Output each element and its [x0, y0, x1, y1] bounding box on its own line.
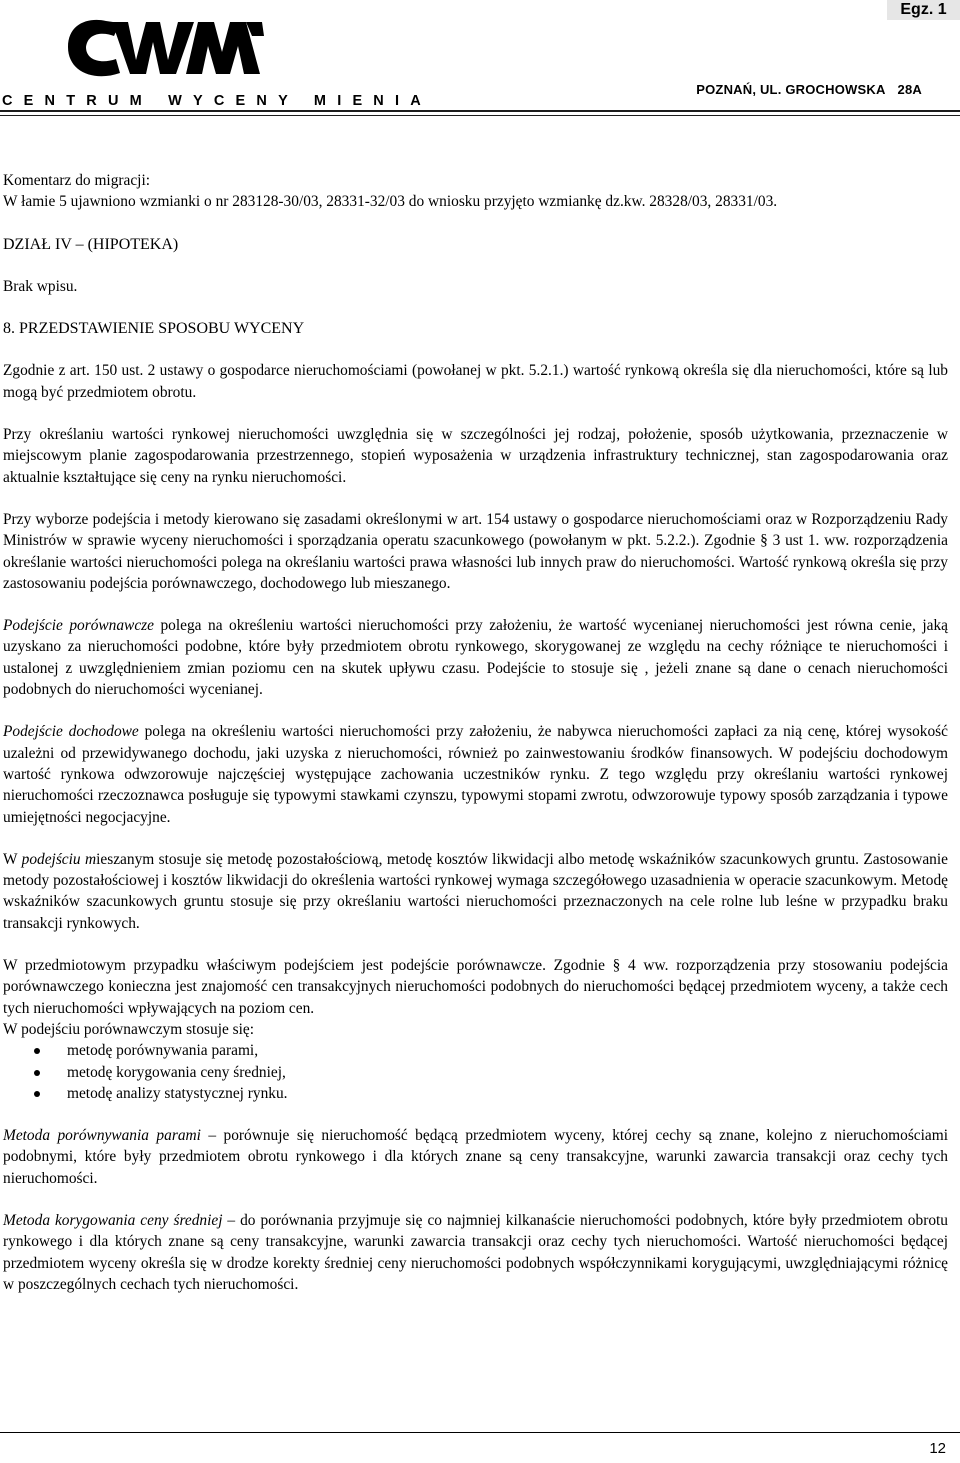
- average-method-term: Metoda korygowania ceny średniej: [3, 1211, 223, 1229]
- paragraph-pairs-method: [3, 1125, 948, 1189]
- page-number: 12: [929, 1440, 946, 1457]
- header-rule-thin: [0, 115, 960, 116]
- company-address: [696, 82, 922, 97]
- comparative-approach-term: Podejście porównawcze: [3, 617, 154, 635]
- mixed-approach-text: ieszanym stosuje się metodę pozostałościową, metodę kosztów likwidacji albo metodę wskaźników szacunkowych gruntu. Zastosowanie metody pozostałościowej i kosztów likwidacji do określenia wartości rynkowej wymaga szczegółowego uzasadnienia w operacie szacunkowym. Metodę wskaźników szacunkowych gruntu stosuje się przy określaniu wartości nieruchomości przeznaczonych na cele rolne lub leśne w przypadku braku transakcji rynkowych.: [3, 850, 948, 932]
- paragraph-this-case: W przedmiotowym przypadku właściwym podejściem jest podejście porównawcze. Zgodnie § 4 ww. rozporządzenia przy stosowaniu podejścia porównawczego konieczna jest znajomość cen transakcyjnych nieruchomości podobnych do nieruchomości będącej przedmiotem wyceny, a także cech tych nieruchomości wpływających na poziom cen.: [3, 957, 948, 1017]
- pairs-method-text: – porównuje się nieruchomość będącą przedmiotem wyceny, której cechy są znane, kolejno z nieruchomościami podobnymi, które były przedmiotem obrotu rynkowego i dla których znane są ceny transakcyjne, warunki zawarcia transakcji oraz cechy tych nieruchomości.: [3, 1127, 948, 1187]
- migration-comment-text: W łamie 5 ujawniono wzmianki o nr 283128-30/03, 28331-32/03 do wniosku przyjęto wzmiankę dz.kw. 28328/03, 28331/03.: [3, 193, 778, 211]
- section-iv-title: DZIAŁ IV – (HIPOTEKA): [3, 235, 179, 253]
- list-item: metodę analizy statystycznej rynku.: [67, 1083, 948, 1104]
- pairs-method-term: Metoda porównywania parami: [3, 1127, 201, 1145]
- document-body: [3, 170, 948, 1295]
- address-city: POZNAŃ, UL. GROCHOWSKA: [696, 82, 886, 97]
- mixed-approach-term: podejściu m: [21, 850, 97, 868]
- paragraph-factors: Przy określaniu wartości rynkowej nieruchomości uwzględnia się w szczególności jej rodzaj, położenie, sposób użytkowania, przeznaczenie w miejscowym planie zagospodarowania przestrzennego, stopień wyposażenia w urządzenia infrastruktury technicznej, stan zagospodarowania oraz aktualnie kształtujące się ceny na rynku nieruchomości.: [3, 426, 948, 486]
- income-approach-term: Podejście dochodowe: [3, 723, 139, 741]
- list-item: metodę porównywania parami,: [67, 1040, 948, 1061]
- paragraph-income-approach: [3, 721, 948, 827]
- paragraph-average-method: [3, 1210, 948, 1295]
- average-method-text: – do porównania przyjmuje się co najmniej kilkanaście nieruchomości podobnych, które były przedmiotem obrotu rynkowego i dla których znane są ceny transakcyjne, warunki zawarcia transakcji oraz cechy tych nieruchomości. Wartość nieruchomości będącej przedmiotem wyceny określa się w drodze korekty średniej ceny nieruchomości podobnych współczynnikami korygującymi, uwzględniającymi różnicę w poszczególnych cechach tych nieruchomości.: [3, 1211, 948, 1293]
- migration-comment-label: Komentarz do migracji:: [3, 172, 151, 189]
- section-iv-text: Brak wpisu.: [3, 277, 78, 295]
- paragraph-comparative-approach: [3, 615, 948, 700]
- company-name: CENTRUM WYCENY MIENIA: [2, 93, 432, 109]
- section-8-title: 8. PRZEDSTAWIENIE SPOSOBU WYCENY: [3, 320, 305, 338]
- address-number: 28A: [897, 82, 922, 97]
- copy-label: Egz. 1: [887, 0, 960, 20]
- list-item: metodę korygowania ceny średniej,: [67, 1062, 948, 1083]
- paragraph-approach-choice: Przy wyborze podejścia i metody kierowano się zasadami określonymi w art. 154 ustawy o gospodarce nieruchomościami oraz w Rozporządzeniu Rady Ministrów w sprawie wyceny nieruchomości i sporządzania operatu szacunkowego (powołanym w pkt. 5.2.2.). Zgodnie § 3 ust 1. ww. rozporządzenia określanie wartości nieruchomości polega na określaniu wartości prawa własności lub innych praw do nieruchomości. Wartość rynkową określa się przy zastosowaniu podejścia porównawczego, dochodowego lub mieszanego.: [3, 510, 948, 592]
- comparative-approach-text: polega na określeniu wartości nieruchomości przy założeniu, że wartość wycenianej nieruchomości jest równa cenie, jaką uzyskano za nieruchomości podobne, które były przedmiotem obrotu rynkowego, skorygowanej ze względu na cechy różniące te nieruchomości i ustalonej z uwzględnieniem zmian poziomu cen na skutek upływu czasu. Podejście to stosuje się , jeżeli znane są dane o cenach nieruchomości podobnych do nieruchomości wycenianej.: [3, 617, 948, 699]
- header-rule: [0, 110, 960, 112]
- methods-list: [3, 1040, 948, 1104]
- paragraph-legal-basis: Zgodnie z art. 150 ust. 2 ustawy o gospodarce nieruchomościami (powołanej w pkt. 5.2.1.) wartość rynkową określa się dla nieruchomości, które są lub mogą być przedmiotem obrotu.: [3, 362, 948, 401]
- mixed-approach-prefix: W: [3, 850, 22, 868]
- income-approach-text: polega na określeniu wartości nieruchomości przy założeniu, że nabywca nieruchomości zapłaci za nią cenę, której wysokość uzależni od przewidywanego dochodu, jaki uzyska z nieruchomości, również po zainwestowaniu środków finansowych. W podejściu dochodowym wartość rynkowa odwzorowuje najczęściej występujące zachowania uczestników rynku. Z tego względu przy określaniu wartości rynkowej nieruchomości rzeczoznawca posługuje się typowymi stawkami czynszu, typowymi stopami zwrotu, odwzorowuje typowy sposób zarządzania i typowe umiejętności negocjacyjne.: [3, 723, 948, 826]
- cwm-logo-icon: [64, 16, 264, 78]
- paragraph-mixed-approach: [3, 849, 948, 934]
- methods-intro: W podejściu porównawczym stosuje się:: [3, 1020, 255, 1038]
- footer-rule: [0, 1432, 960, 1433]
